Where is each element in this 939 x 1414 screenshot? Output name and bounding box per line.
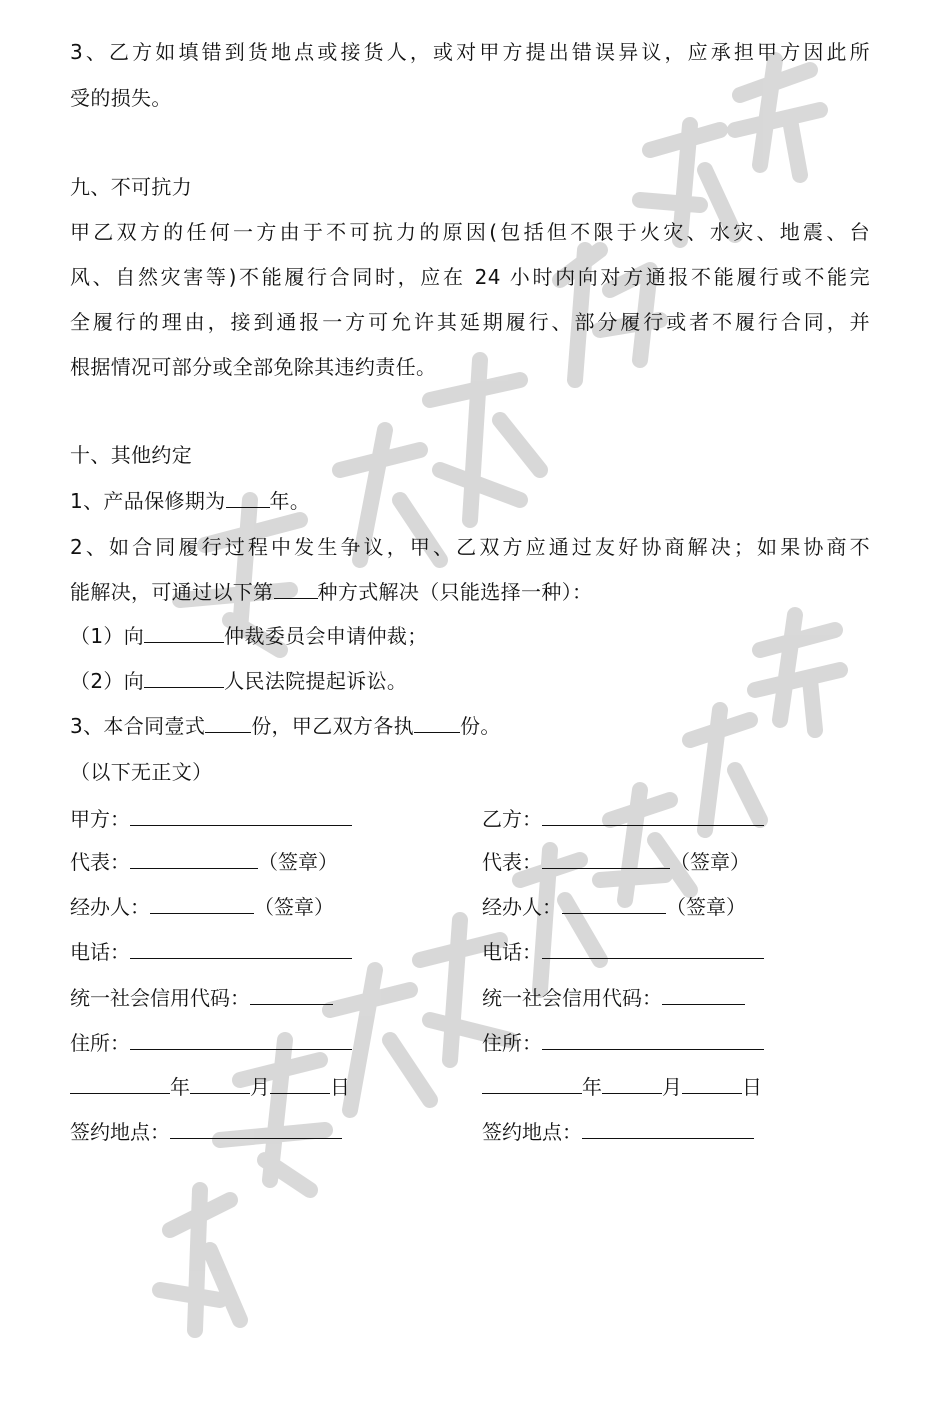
party-a-place-row bbox=[70, 1119, 342, 1144]
arbitration-label: （1）向 bbox=[70, 624, 145, 648]
party-a-month-label: 月 bbox=[250, 1075, 270, 1099]
copies-line bbox=[70, 714, 870, 738]
party-a-place-field[interactable] bbox=[170, 1119, 342, 1139]
party-a-credit-field[interactable] bbox=[250, 985, 333, 1005]
party-a-agent-label: 经办人： bbox=[70, 895, 150, 919]
party-a-day-label: 日 bbox=[330, 1075, 350, 1099]
party-a-address-label: 住所： bbox=[70, 1031, 130, 1055]
party-a-month-field[interactable] bbox=[190, 1074, 250, 1094]
dispute-line-1: 2、如合同履行过程中发生争议，甲、乙双方应通过友好协商解决；如果协商不 bbox=[70, 535, 870, 559]
party-b-agent-label: 经办人： bbox=[482, 895, 562, 919]
party-b-day-field[interactable] bbox=[682, 1074, 742, 1094]
party-b-agent-field[interactable] bbox=[562, 894, 666, 914]
clause-8-item-3-line-2: 受的损失。 bbox=[70, 86, 172, 110]
party-b-rep-field[interactable] bbox=[542, 849, 670, 869]
end-of-text-note: （以下无正文） bbox=[70, 760, 213, 784]
arbitration-suffix: 仲裁委员会申请仲裁； bbox=[224, 624, 428, 648]
party-b-month-field[interactable] bbox=[602, 1074, 662, 1094]
party-a-name-row bbox=[70, 806, 352, 831]
party-b-name-row bbox=[482, 806, 764, 831]
copies-unit: 份。 bbox=[460, 714, 501, 738]
party-a-phone-label: 电话： bbox=[70, 940, 130, 964]
party-a-address-row bbox=[70, 1030, 352, 1055]
party-b-rep-label: 代表： bbox=[482, 850, 542, 874]
litigation-suffix: 人民法院提起诉讼。 bbox=[224, 669, 408, 693]
party-a-agent-seal: （签章） bbox=[254, 895, 334, 919]
party-a-address-field[interactable] bbox=[130, 1030, 352, 1050]
party-b-credit-label: 统一社会信用代码： bbox=[482, 986, 662, 1010]
warranty-years-blank[interactable] bbox=[226, 489, 270, 508]
party-b-rep-row bbox=[482, 849, 750, 874]
litigation-label: （2）向 bbox=[70, 669, 145, 693]
party-a-rep-row bbox=[70, 849, 338, 874]
party-b-place-field[interactable] bbox=[582, 1119, 754, 1139]
party-a-phone-field[interactable] bbox=[130, 939, 352, 959]
warranty-unit: 年。 bbox=[269, 489, 311, 513]
force-majeure-line-2: 风、自然灾害等)不能履行合同时，应在 24 小时内向对方通报不能履行或不能完 bbox=[70, 265, 870, 289]
party-b-name-field[interactable] bbox=[542, 806, 764, 826]
clause-9-heading: 九、不可抗力 bbox=[70, 175, 193, 199]
party-a-name-field[interactable] bbox=[130, 806, 352, 826]
arbitration-committee-blank[interactable] bbox=[144, 624, 224, 643]
party-b-place-label: 签约地点： bbox=[482, 1120, 582, 1144]
party-b-phone-label: 电话： bbox=[482, 940, 542, 964]
force-majeure-line-3: 全履行的理由，接到通报一方可允许其延期履行、部分履行或者不履行合同，并 bbox=[70, 310, 870, 334]
party-a-date-row bbox=[70, 1074, 350, 1099]
copies-each-blank[interactable] bbox=[414, 714, 460, 733]
copies-total-blank[interactable] bbox=[205, 714, 251, 733]
party-b-credit-row bbox=[482, 985, 745, 1010]
clause-10-heading: 十、其他约定 bbox=[70, 443, 193, 467]
litigation-option bbox=[70, 669, 870, 693]
party-b-phone-row bbox=[482, 939, 764, 964]
party-a-agent-field[interactable] bbox=[150, 894, 254, 914]
party-a-year-label: 年 bbox=[170, 1075, 190, 1099]
party-b-year-label: 年 bbox=[582, 1075, 602, 1099]
warranty-line bbox=[70, 489, 870, 513]
party-a-rep-seal: （签章） bbox=[258, 850, 338, 874]
party-a-agent-row bbox=[70, 894, 334, 919]
dispute-line-2 bbox=[70, 580, 870, 604]
party-b-rep-seal: （签章） bbox=[670, 850, 750, 874]
warranty-label: 1、产品保修期为 bbox=[70, 489, 226, 513]
dispute-method-label: 能解决，可通过以下第 bbox=[70, 580, 274, 604]
party-b-day-label: 日 bbox=[742, 1075, 762, 1099]
court-blank[interactable] bbox=[144, 669, 224, 688]
party-b-phone-field[interactable] bbox=[542, 939, 764, 959]
dispute-method-blank[interactable] bbox=[274, 580, 318, 599]
copies-label: 3、本合同壹式 bbox=[70, 714, 206, 738]
party-a-year-field[interactable] bbox=[70, 1074, 170, 1094]
party-b-year-field[interactable] bbox=[482, 1074, 582, 1094]
party-b-place-row bbox=[482, 1119, 754, 1144]
force-majeure-line-4: 根据情况可部分或全部免除其违约责任。 bbox=[70, 355, 437, 379]
party-a-credit-label: 统一社会信用代码： bbox=[70, 986, 250, 1010]
party-a-credit-row bbox=[70, 985, 333, 1010]
copies-each-label: 份，甲乙双方各执 bbox=[251, 714, 414, 738]
party-b-label: 乙方： bbox=[482, 807, 542, 831]
force-majeure-line-1: 甲乙双方的任何一方由于不可抗力的原因(包括但不限于火灾、水灾、地震、台 bbox=[70, 220, 870, 244]
party-b-address-row bbox=[482, 1030, 764, 1055]
party-b-date-row bbox=[482, 1074, 762, 1099]
party-b-agent-row bbox=[482, 894, 746, 919]
party-a-place-label: 签约地点： bbox=[70, 1120, 170, 1144]
party-a-rep-label: 代表： bbox=[70, 850, 130, 874]
party-a-label: 甲方： bbox=[70, 807, 130, 831]
party-b-credit-field[interactable] bbox=[662, 985, 745, 1005]
party-b-month-label: 月 bbox=[662, 1075, 682, 1099]
dispute-method-suffix: 种方式解决（只能选择一种）： bbox=[317, 580, 593, 604]
party-b-agent-seal: （签章） bbox=[666, 895, 746, 919]
party-a-rep-field[interactable] bbox=[130, 849, 258, 869]
arbitration-option bbox=[70, 624, 870, 648]
clause-8-item-3-line-1: 3、乙方如填错到货地点或接货人，或对甲方提出错误异议，应承担甲方因此所 bbox=[70, 40, 870, 64]
party-a-day-field[interactable] bbox=[270, 1074, 330, 1094]
party-b-address-label: 住所： bbox=[482, 1031, 542, 1055]
party-a-phone-row bbox=[70, 939, 352, 964]
party-b-address-field[interactable] bbox=[542, 1030, 764, 1050]
